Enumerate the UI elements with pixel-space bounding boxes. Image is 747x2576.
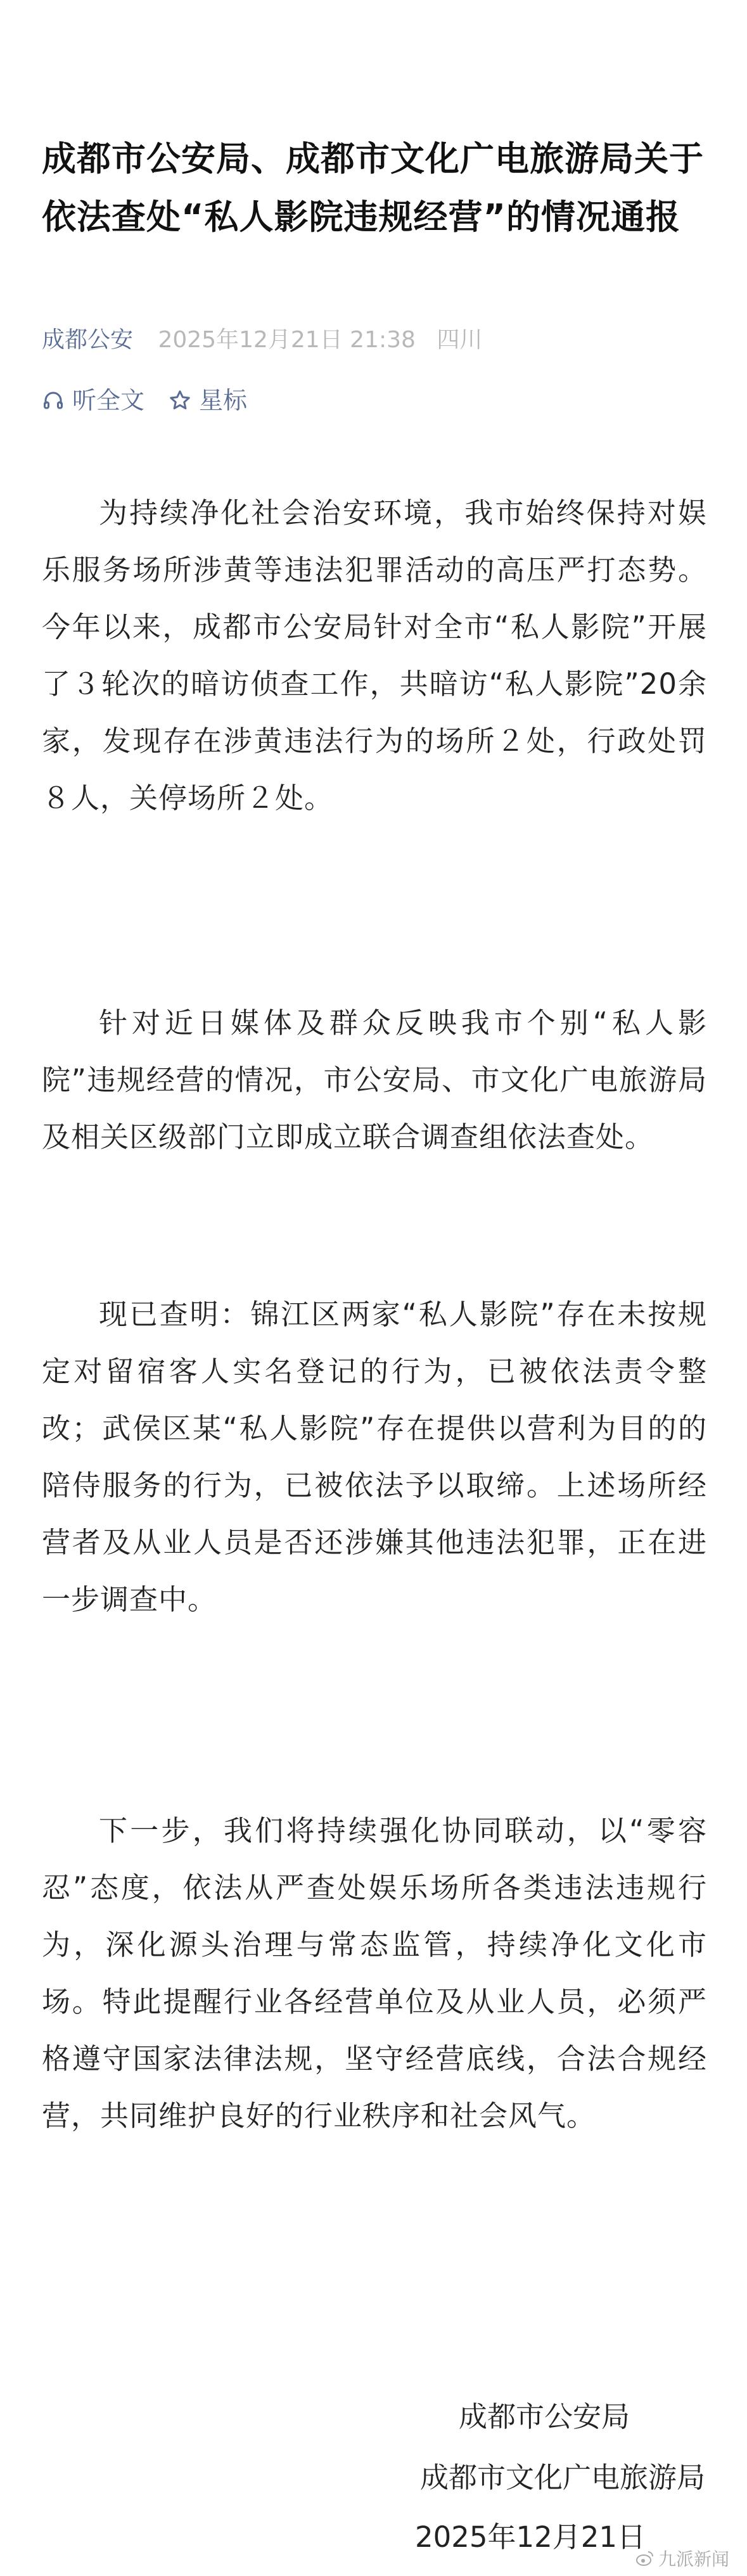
publish-location: 四川	[437, 327, 483, 353]
watermark-text: 九派新闻	[658, 2549, 729, 2570]
signature-org-police: 成都市公安局	[458, 2400, 630, 2433]
paragraph-4: 下一步，我们将持续强化协同联动，以“零容忍”态度，依法从严查处娱乐场所各类违法违规行为，深化源头治理与常态监管，持续净化文化市场。特此提醒行业各经营单位及从业人员，必须严格遵守国家法律法规，坚守经营底线，合法合规经营，共同维护良好的行业秩序和社会风气。	[42, 1814, 707, 2133]
account-name-link[interactable]: 成都公安	[42, 327, 134, 353]
listen-button[interactable]	[42, 384, 144, 417]
paragraph-1: 为持续净化社会治安环境，我市始终保持对娱乐服务场所涉黄等违法犯罪活动的高压严打态势。今年以来，成都市公安局针对全市“私人影院”开展了３轮次的暗访侦查工作，共暗访“私人影院”20余家，发现存在涉黄违法行为的场所２处，行政处罚８人，关停场所２处。	[42, 496, 707, 815]
paragraph-3: 现已查明：锦江区两家“私人影院”存在未按规定对留宿客人实名登记的行为，已被依法责令整改；武侯区某“私人影院”存在提供以营利为目的的陪侍服务的行为，已被依法予以取缔。上述场所经营者及从业人员是否还涉嫌其他违法犯罪，正在进一步调查中。	[42, 1298, 707, 1616]
headphones-icon	[42, 389, 65, 412]
signature-org-culture: 成都市文化广电旅游局	[419, 2461, 705, 2494]
signature-date: 2025年12月21日	[414, 2520, 646, 2554]
article-title: 成都市公安局、成都市文化广电旅游局关于依法查处“私人影院违规经营”的情况通报	[42, 139, 704, 237]
listen-label: 听全文	[72, 386, 145, 414]
weibo-logo-icon	[635, 2550, 654, 2566]
star-outline-icon	[169, 389, 191, 412]
article-meta	[42, 324, 482, 356]
star-button[interactable]	[169, 384, 247, 417]
paragraph-2: 针对近日媒体及群众反映我市个别“私人影院”违规经营的情况，市公安局、市文化广电旅游局及相关区级部门立即成立联合调查组依法查处。	[42, 1006, 707, 1154]
publish-time: 2025年12月21日 21:38	[158, 327, 416, 353]
star-label: 星标	[199, 386, 248, 414]
watermark	[635, 2546, 729, 2571]
article-actions	[42, 384, 271, 417]
